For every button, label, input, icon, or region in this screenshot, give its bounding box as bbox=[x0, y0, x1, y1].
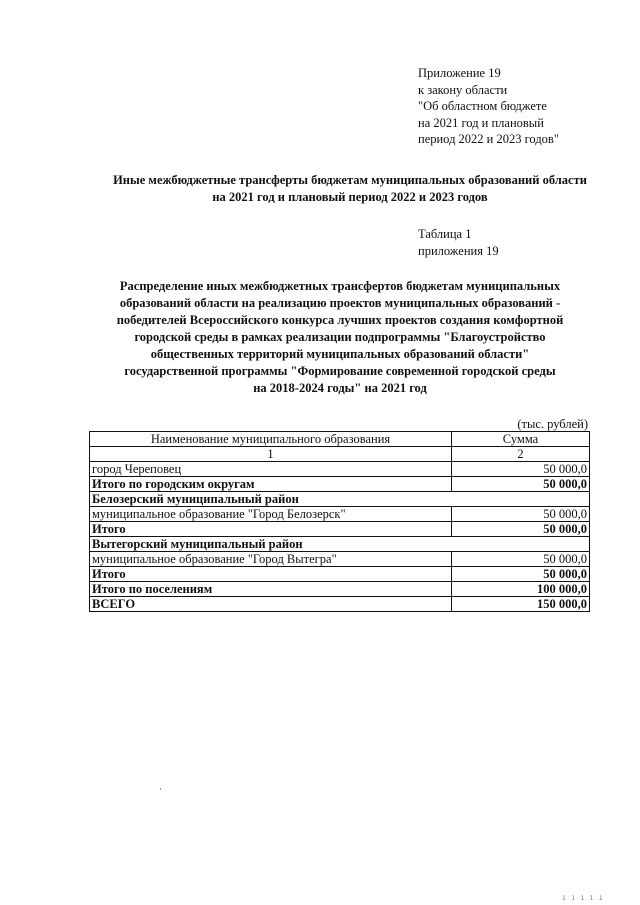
row-name: Итого bbox=[90, 567, 452, 582]
units-label: (тыс. рублей) bbox=[517, 417, 588, 431]
page-footer-mark: 1 1 1 1 1 bbox=[562, 895, 604, 902]
appendix-line: Приложение 19 bbox=[418, 66, 501, 80]
table-row bbox=[90, 552, 590, 567]
table-title-line: городской среды в рамках реализации подпрограммы "Благоустройство bbox=[134, 330, 546, 344]
row-sum: 50 000,0 bbox=[452, 507, 590, 522]
row-sum: 50 000,0 bbox=[452, 522, 590, 537]
settlements-total-row bbox=[90, 582, 590, 597]
column-number: 2 bbox=[452, 447, 590, 462]
appendix-line: к закону области bbox=[418, 82, 508, 97]
appendix-line: период 2022 и 2023 годов" bbox=[418, 132, 559, 146]
row-sum: 50 000,0 bbox=[452, 552, 590, 567]
district-name: Вытегорский муниципальный район bbox=[90, 537, 590, 552]
subtotal-row bbox=[90, 477, 590, 492]
appendix-line: на 2021 год и плановый bbox=[418, 115, 544, 130]
row-name: Итого по поселениям bbox=[90, 582, 452, 597]
row-name: город Череповец bbox=[90, 462, 452, 477]
row-name: Итого bbox=[90, 522, 452, 537]
distribution-table bbox=[89, 431, 590, 612]
appendix-note bbox=[418, 65, 559, 148]
district-name: Белозерский муниципальный район bbox=[90, 492, 590, 507]
column-header-name: Наименование муниципального образования bbox=[90, 432, 452, 447]
scan-artifact bbox=[160, 788, 161, 790]
document-title-line: Иные межбюджетные трансферты бюджетам муниципальных образований области bbox=[113, 173, 587, 187]
subtotal-row bbox=[90, 567, 590, 582]
table-reference-line: Таблица 1 bbox=[418, 227, 472, 241]
row-name: муниципальное образование "Город Белозерск" bbox=[90, 507, 452, 522]
document-title bbox=[60, 172, 640, 205]
appendix-line: "Об областном бюджете bbox=[418, 99, 547, 113]
row-name: ВСЕГО bbox=[90, 597, 452, 612]
table-row bbox=[90, 462, 590, 477]
table-reference bbox=[418, 226, 499, 259]
row-name: Итого по городским округам bbox=[90, 477, 452, 492]
row-sum: 50 000,0 bbox=[452, 567, 590, 582]
district-header-row bbox=[90, 537, 590, 552]
column-header-sum: Сумма bbox=[452, 432, 590, 447]
table-row bbox=[90, 507, 590, 522]
row-sum: 50 000,0 bbox=[452, 462, 590, 477]
column-number-row bbox=[90, 447, 590, 462]
table-title bbox=[95, 278, 585, 397]
table-title-line: образований области на реализацию проектов муниципальных образований - bbox=[119, 296, 561, 310]
document-title-line: на 2021 год и плановый период 2022 и 2023 годов bbox=[212, 189, 488, 204]
table-title-line: общественных территорий муниципальных образований области" bbox=[150, 347, 530, 361]
row-sum: 150 000,0 bbox=[452, 597, 590, 612]
row-name: муниципальное образование "Город Вытегра" bbox=[90, 552, 452, 567]
table-title-line: на 2018-2024 годы" на 2021 год bbox=[253, 381, 427, 395]
grand-total-row bbox=[90, 597, 590, 612]
district-header-row bbox=[90, 492, 590, 507]
table-reference-line: приложения 19 bbox=[418, 243, 499, 258]
table-title-line: государственной программы "Формирование современной городской среды bbox=[124, 364, 556, 378]
table-header-row bbox=[90, 432, 590, 447]
row-sum: 50 000,0 bbox=[452, 477, 590, 492]
table-title-line: Распределение иных межбюджетных трансфертов бюджетам муниципальных bbox=[119, 279, 561, 293]
row-sum: 100 000,0 bbox=[452, 582, 590, 597]
column-number: 1 bbox=[90, 447, 452, 462]
table-title-line: победителей Всероссийского конкурса лучших проектов создания комфортной bbox=[116, 313, 564, 327]
subtotal-row bbox=[90, 522, 590, 537]
